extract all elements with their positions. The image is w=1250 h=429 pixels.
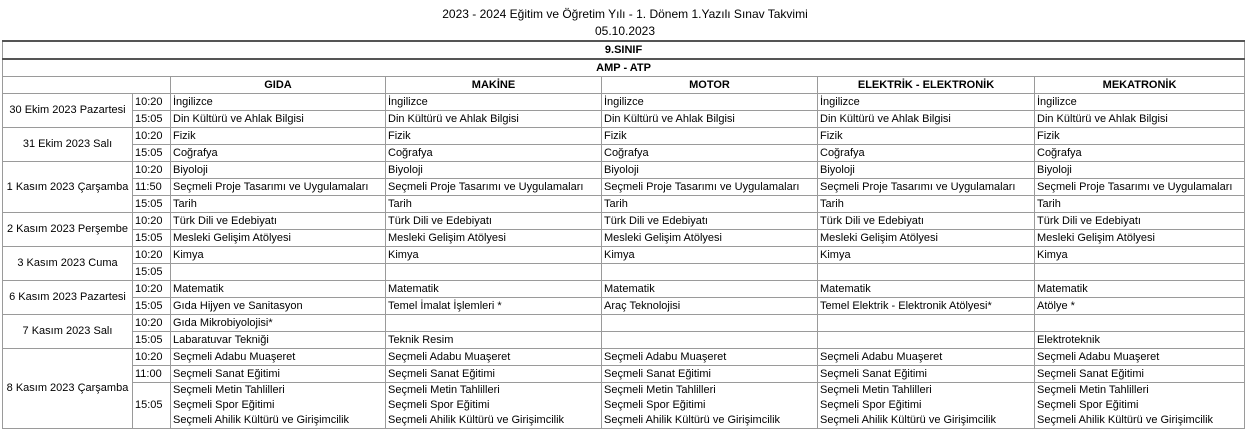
exam-time: 10:20 bbox=[133, 94, 171, 111]
exam-subject-cell: Mesleki Gelişim Atölyesi bbox=[1035, 230, 1245, 247]
exam-subject-line: Seçmeli Ahilik Kültürü ve Girişimcilik bbox=[388, 414, 565, 426]
exam-time: 11:00 bbox=[133, 366, 171, 383]
exam-subject-cell: Mesleki Gelişim Atölyesi bbox=[602, 230, 818, 247]
schedule-row bbox=[3, 179, 1245, 196]
exam-day-date: 30 Ekim 2023 Pazartesi bbox=[3, 94, 133, 128]
exam-time: 15:05 bbox=[133, 383, 171, 429]
schedule-row bbox=[3, 349, 1245, 366]
exam-schedule-table bbox=[2, 40, 1245, 429]
exam-subject-cell: Biyoloji bbox=[386, 162, 602, 179]
exam-time: 11:50 bbox=[133, 179, 171, 196]
exam-subject-cell: Atölye * bbox=[1035, 298, 1245, 315]
exam-subject-cell: Din Kültürü ve Ahlak Bilgisi bbox=[386, 111, 602, 128]
exam-subject-line: Seçmeli Metin Tahlilleri bbox=[820, 384, 932, 396]
exam-subject-cell: Biyoloji bbox=[1035, 162, 1245, 179]
exam-subject-line: Seçmeli Spor Eğitimi bbox=[820, 399, 922, 411]
exam-subject-cell: Kimya bbox=[602, 247, 818, 264]
exam-subject-cell: Temel İmalat İşlemleri * bbox=[386, 298, 602, 315]
schedule-row bbox=[3, 298, 1245, 315]
exam-subject-cell: İngilizce bbox=[386, 94, 602, 111]
exam-subject-cell: Gıda Hijyen ve Sanitasyon bbox=[171, 298, 386, 315]
exam-subject-cell: Coğrafya bbox=[602, 145, 818, 162]
program-header: AMP - ATP bbox=[3, 59, 1245, 77]
exam-subject-cell: Kimya bbox=[818, 247, 1035, 264]
exam-subject-cell: Seçmeli Adabu Muaşeret bbox=[1035, 349, 1245, 366]
exam-subject-cell: Din Kültürü ve Ahlak Bilgisi bbox=[171, 111, 386, 128]
exam-subject-cell: Fizik bbox=[818, 128, 1035, 145]
exam-subject-cell: Gıda Mikrobiyolojisi* bbox=[171, 315, 386, 332]
exam-subject-cell bbox=[818, 383, 1035, 429]
exam-day-date: 8 Kasım 2023 Çarşamba bbox=[3, 349, 133, 429]
exam-subject-line: Seçmeli Ahilik Kültürü ve Girişimcilik bbox=[173, 414, 350, 426]
column-header-motor: MOTOR bbox=[602, 77, 818, 94]
exam-subject-cell: Tarih bbox=[602, 196, 818, 213]
exam-time: 15:05 bbox=[133, 298, 171, 315]
exam-subject-cell: Temel Elektrik - Elektronik Atölyesi* bbox=[818, 298, 1035, 315]
exam-time: 10:20 bbox=[133, 128, 171, 145]
exam-subject-line: Seçmeli Ahilik Kültürü ve Girişimcilik bbox=[820, 414, 997, 426]
exam-subject-cell: Fizik bbox=[1035, 128, 1245, 145]
exam-day-date: 6 Kasım 2023 Pazartesi bbox=[3, 281, 133, 315]
column-header-mekatronik: MEKATRONİK bbox=[1035, 77, 1245, 94]
exam-subject-cell: Seçmeli Sanat Eğitimi bbox=[386, 366, 602, 383]
exam-time: 15:05 bbox=[133, 230, 171, 247]
exam-subject-cell: Mesleki Gelişim Atölyesi bbox=[818, 230, 1035, 247]
exam-subject-cell: Seçmeli Sanat Eğitimi bbox=[602, 366, 818, 383]
exam-subject-cell: Coğrafya bbox=[171, 145, 386, 162]
exam-subject-cell: Kimya bbox=[171, 247, 386, 264]
exam-subject-cell bbox=[602, 264, 818, 281]
empty-header-cell bbox=[3, 77, 171, 94]
exam-subject-cell: Mesleki Gelişim Atölyesi bbox=[386, 230, 602, 247]
exam-subject-cell: Matematik bbox=[1035, 281, 1245, 298]
column-header-makine: MAKİNE bbox=[386, 77, 602, 94]
schedule-row bbox=[3, 213, 1245, 230]
exam-subject-cell: Din Kültürü ve Ahlak Bilgisi bbox=[1035, 111, 1245, 128]
exam-subject-cell: Tarih bbox=[818, 196, 1035, 213]
exam-subject-cell: Seçmeli Sanat Eğitimi bbox=[171, 366, 386, 383]
exam-subject-cell bbox=[602, 315, 818, 332]
exam-time: 10:20 bbox=[133, 247, 171, 264]
column-header-elektrik: ELEKTRİK - ELEKTRONİK bbox=[818, 77, 1035, 94]
exam-time: 15:05 bbox=[133, 111, 171, 128]
schedule-title: 2023 - 2024 Eğitim ve Öğretim Yılı - 1. Dönem 1.Yazılı Sınav Takvimi bbox=[442, 7, 808, 21]
exam-time: 15:05 bbox=[133, 145, 171, 162]
exam-subject-cell: Biyoloji bbox=[818, 162, 1035, 179]
schedule-row bbox=[3, 230, 1245, 247]
exam-subject-cell: Matematik bbox=[818, 281, 1035, 298]
exam-subject-cell: Teknik Resim bbox=[386, 332, 602, 349]
exam-subject-cell: Seçmeli Proje Tasarımı ve Uygulamaları bbox=[602, 179, 818, 196]
exam-time: 15:05 bbox=[133, 332, 171, 349]
exam-subject-cell: Matematik bbox=[171, 281, 386, 298]
schedule-row bbox=[3, 111, 1245, 128]
exam-subject-line: Seçmeli Metin Tahlilleri bbox=[1037, 384, 1149, 396]
schedule-row bbox=[3, 162, 1245, 179]
exam-subject-cell bbox=[386, 383, 602, 429]
exam-subject-cell: Tarih bbox=[386, 196, 602, 213]
schedule-row bbox=[3, 383, 1245, 429]
exam-subject-cell: Tarih bbox=[1035, 196, 1245, 213]
exam-subject-cell: Matematik bbox=[602, 281, 818, 298]
exam-subject-line: Seçmeli Spor Eğitimi bbox=[173, 399, 275, 411]
column-header-row bbox=[3, 77, 1245, 94]
exam-subject-cell: Seçmeli Adabu Muaşeret bbox=[818, 349, 1035, 366]
exam-subject-line: Seçmeli Ahilik Kültürü ve Girişimcilik bbox=[1037, 414, 1214, 426]
exam-subject-cell: İngilizce bbox=[1035, 94, 1245, 111]
exam-subject-cell bbox=[818, 264, 1035, 281]
exam-subject-cell: Seçmeli Proje Tasarımı ve Uygulamaları bbox=[1035, 179, 1245, 196]
exam-subject-cell: Tarih bbox=[171, 196, 386, 213]
exam-subject-cell: İngilizce bbox=[818, 94, 1035, 111]
schedule-date: 05.10.2023 bbox=[594, 24, 656, 38]
exam-day-date: 1 Kasım 2023 Çarşamba bbox=[3, 162, 133, 213]
schedule-row bbox=[3, 94, 1245, 111]
exam-time: 15:05 bbox=[133, 196, 171, 213]
exam-subject-cell: Seçmeli Adabu Muaşeret bbox=[171, 349, 386, 366]
exam-subject-cell: Fizik bbox=[171, 128, 386, 145]
exam-subject-cell bbox=[171, 264, 386, 281]
exam-subject-cell bbox=[171, 383, 386, 429]
exam-subject-line: Seçmeli Ahilik Kültürü ve Girişimcilik bbox=[604, 414, 781, 426]
exam-subject-cell bbox=[602, 332, 818, 349]
exam-subject-cell: Seçmeli Proje Tasarımı ve Uygulamaları bbox=[386, 179, 602, 196]
schedule-row bbox=[3, 366, 1245, 383]
exam-subject-cell bbox=[386, 315, 602, 332]
exam-subject-cell: Fizik bbox=[602, 128, 818, 145]
exam-subject-cell: İngilizce bbox=[171, 94, 386, 111]
exam-subject-cell: İngilizce bbox=[602, 94, 818, 111]
exam-time: 15:05 bbox=[133, 264, 171, 281]
exam-subject-line: Seçmeli Spor Eğitimi bbox=[1037, 399, 1139, 411]
schedule-row bbox=[3, 264, 1245, 281]
exam-time: 10:20 bbox=[133, 162, 171, 179]
exam-subject-line: Seçmeli Metin Tahlilleri bbox=[173, 384, 285, 396]
exam-subject-cell: Kimya bbox=[1035, 247, 1245, 264]
schedule-row bbox=[3, 145, 1245, 162]
exam-subject-cell: Elektroteknik bbox=[1035, 332, 1245, 349]
exam-subject-cell: Matematik bbox=[386, 281, 602, 298]
exam-subject-cell: Seçmeli Adabu Muaşeret bbox=[386, 349, 602, 366]
schedule-row bbox=[3, 332, 1245, 349]
exam-day-date: 31 Ekim 2023 Salı bbox=[3, 128, 133, 162]
exam-time: 10:20 bbox=[133, 349, 171, 366]
exam-subject-cell bbox=[1035, 264, 1245, 281]
exam-subject-cell bbox=[386, 264, 602, 281]
exam-subject-cell: Türk Dili ve Edebiyatı bbox=[171, 213, 386, 230]
exam-time: 10:20 bbox=[133, 281, 171, 298]
exam-subject-line: Seçmeli Spor Eğitimi bbox=[388, 399, 490, 411]
exam-day-date: 3 Kasım 2023 Cuma bbox=[3, 247, 133, 281]
exam-subject-cell: Türk Dili ve Edebiyatı bbox=[386, 213, 602, 230]
exam-subject-cell: Seçmeli Adabu Muaşeret bbox=[602, 349, 818, 366]
exam-subject-cell: Araç Teknolojisi bbox=[602, 298, 818, 315]
schedule-row bbox=[3, 247, 1245, 264]
exam-subject-line: Seçmeli Metin Tahlilleri bbox=[388, 384, 500, 396]
schedule-row bbox=[3, 315, 1245, 332]
exam-subject-cell: Biyoloji bbox=[602, 162, 818, 179]
grade-header: 9.SINIF bbox=[3, 41, 1245, 59]
exam-subject-cell: Coğrafya bbox=[386, 145, 602, 162]
exam-subject-cell bbox=[1035, 315, 1245, 332]
exam-subject-cell: Din Kültürü ve Ahlak Bilgisi bbox=[602, 111, 818, 128]
exam-subject-cell bbox=[818, 332, 1035, 349]
schedule-row bbox=[3, 196, 1245, 213]
exam-subject-cell bbox=[602, 383, 818, 429]
exam-subject-cell: Fizik bbox=[386, 128, 602, 145]
exam-subject-cell: Seçmeli Proje Tasarımı ve Uygulamaları bbox=[171, 179, 386, 196]
exam-time: 10:20 bbox=[133, 315, 171, 332]
exam-subject-cell: Türk Dili ve Edebiyatı bbox=[602, 213, 818, 230]
exam-subject-cell: Seçmeli Sanat Eğitimi bbox=[1035, 366, 1245, 383]
exam-subject-cell: Din Kültürü ve Ahlak Bilgisi bbox=[818, 111, 1035, 128]
exam-subject-line: Seçmeli Metin Tahlilleri bbox=[604, 384, 716, 396]
exam-subject-cell bbox=[1035, 383, 1245, 429]
exam-subject-cell bbox=[818, 315, 1035, 332]
exam-subject-cell: Kimya bbox=[386, 247, 602, 264]
exam-subject-cell: Türk Dili ve Edebiyatı bbox=[1035, 213, 1245, 230]
exam-day-date: 2 Kasım 2023 Perşembe bbox=[3, 213, 133, 247]
exam-time: 10:20 bbox=[133, 213, 171, 230]
exam-subject-cell: Coğrafya bbox=[818, 145, 1035, 162]
exam-subject-cell: Biyoloji bbox=[171, 162, 386, 179]
schedule-row bbox=[3, 128, 1245, 145]
exam-subject-cell: Seçmeli Sanat Eğitimi bbox=[818, 366, 1035, 383]
schedule-row bbox=[3, 281, 1245, 298]
exam-subject-cell: Mesleki Gelişim Atölyesi bbox=[171, 230, 386, 247]
exam-subject-cell: Labaratuvar Tekniği bbox=[171, 332, 386, 349]
exam-subject-line: Seçmeli Spor Eğitimi bbox=[604, 399, 706, 411]
exam-subject-cell: Seçmeli Proje Tasarımı ve Uygulamaları bbox=[818, 179, 1035, 196]
exam-subject-cell: Türk Dili ve Edebiyatı bbox=[818, 213, 1035, 230]
exam-day-date: 7 Kasım 2023 Salı bbox=[3, 315, 133, 349]
column-header-gida: GIDA bbox=[171, 77, 386, 94]
exam-subject-cell: Coğrafya bbox=[1035, 145, 1245, 162]
